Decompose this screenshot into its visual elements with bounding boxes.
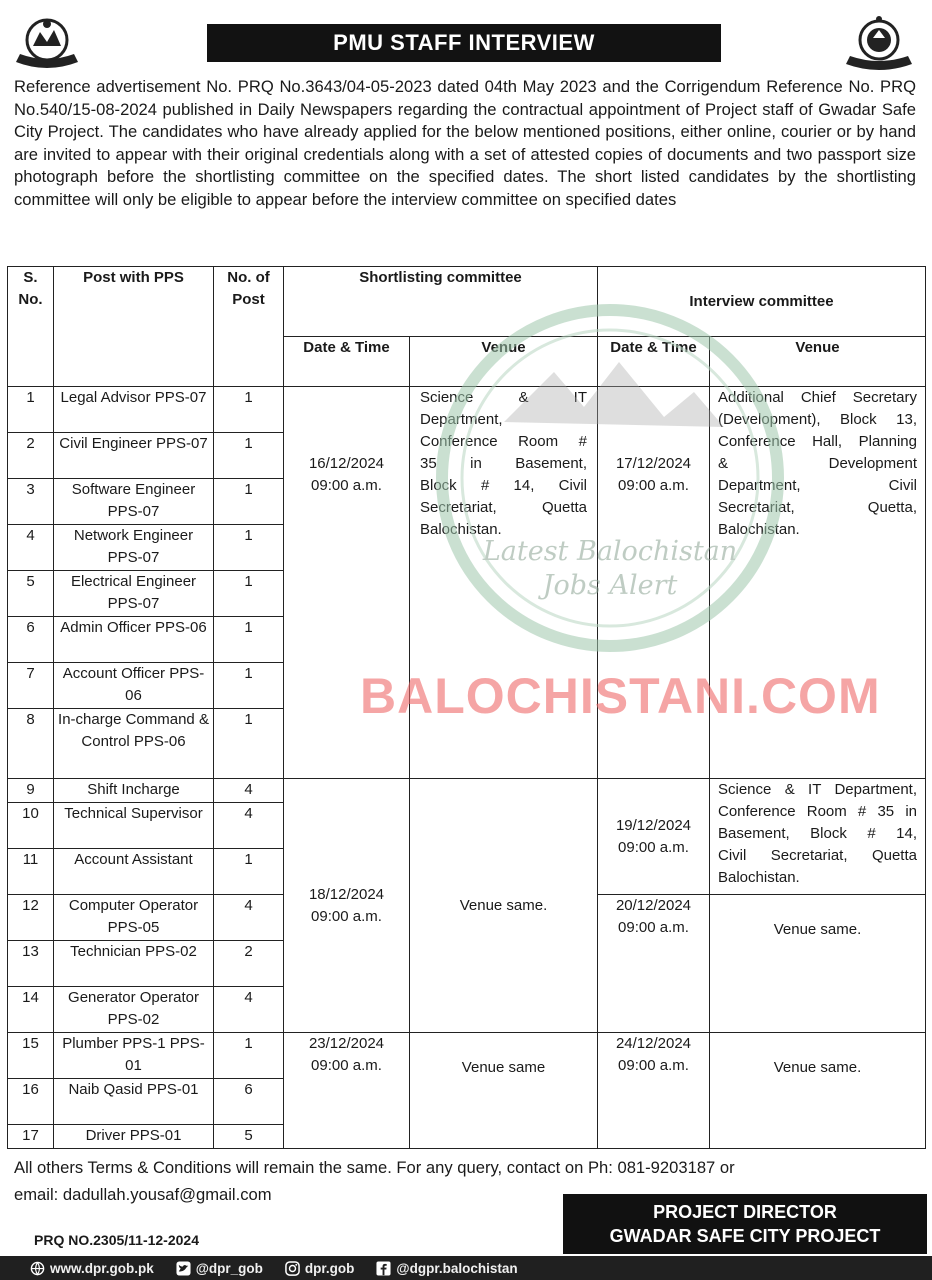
row-sno: 4 [8, 525, 54, 571]
row-post: Account Assistant [54, 849, 214, 895]
header-interview: Interview committee [598, 267, 926, 337]
row-post: Technical Supervisor [54, 803, 214, 849]
g2-sl-date: 18/12/2024 [308, 885, 385, 903]
row-num: 5 [214, 1125, 284, 1149]
row-sno: 5 [8, 571, 54, 617]
venue-line: Conference Room # 35 in [718, 803, 917, 820]
facebook-icon [376, 1261, 391, 1276]
row-num: 4 [214, 895, 284, 941]
footer-bar [0, 1256, 932, 1280]
row-post: In-charge Command & Control PPS-06 [54, 709, 214, 779]
row-sno: 16 [8, 1079, 54, 1125]
watermark-site: BALOCHISTANI.COM [360, 668, 881, 724]
g1-sl-date: 16/12/2024 [308, 455, 385, 472]
footer-twitter[interactable] [176, 1261, 263, 1276]
row-sno: 3 [8, 479, 54, 525]
venue-line: Additional Chief Secretary [718, 389, 917, 406]
header-sl-venue: Venue [410, 337, 598, 387]
globe-icon [30, 1261, 45, 1276]
row-post: Generator Operator PPS-02 [54, 987, 214, 1033]
g1-sl-venue [410, 387, 598, 779]
header-shortlisting: Shortlisting committee [284, 267, 598, 337]
row-sno: 1 [8, 387, 54, 433]
row-num: 1 [214, 479, 284, 525]
g3-sl-venue: Venue same [410, 1033, 598, 1149]
g3-sl-datetime [284, 1033, 410, 1149]
row-post: Plumber PPS-1 PPS-01 [54, 1033, 214, 1079]
venue-line: Basement, Block # 14, [718, 825, 917, 842]
project-director-block [563, 1194, 927, 1254]
row-post: Technician PPS-02 [54, 941, 214, 987]
venue-line: Science & IT Department, [718, 781, 917, 798]
venue-line: & Development [718, 455, 917, 472]
row-num: 1 [214, 709, 284, 779]
row-num: 2 [214, 941, 284, 987]
g2-iv-b-venue: Venue same. [710, 895, 926, 1033]
row-sno: 14 [8, 987, 54, 1033]
row-post: Admin Officer PPS-06 [54, 617, 214, 663]
g1-iv-datetime [598, 387, 710, 779]
terms-line1: All others Terms & Conditions will remain the same. For any query, contact on Ph: 081-9203187 or [14, 1158, 735, 1177]
g1-iv-date: 17/12/2024 [615, 455, 692, 472]
g1-iv-time: 09:00 a.m. [618, 477, 689, 494]
g1-iv-venue [710, 387, 926, 779]
row-post: Civil Engineer PPS-07 [54, 433, 214, 479]
row-post: Naib Qasid PPS-01 [54, 1079, 214, 1125]
g3-sl-time: 09:00 a.m. [311, 1057, 382, 1074]
row-num: 4 [214, 803, 284, 849]
row-num: 1 [214, 849, 284, 895]
footer-instagram-label: dpr.gob [304, 1260, 355, 1276]
row-sno: 6 [8, 617, 54, 663]
venue-line: Block # 14, Civil [420, 477, 587, 494]
watermark-line1: Latest Balochistan [482, 536, 738, 567]
g2-iv-b-datetime [598, 895, 710, 1033]
row-num: 6 [214, 1079, 284, 1125]
g3-iv-date: 24/12/2024 [615, 1035, 692, 1052]
g2-iv-a-date: 19/12/2024 [615, 816, 692, 834]
row-sno: 8 [8, 709, 54, 779]
venue-line: Department, [420, 411, 503, 428]
prq-number: PRQ NO.2305/11-12-2024 [34, 1232, 199, 1248]
row-num: 1 [214, 617, 284, 663]
row-sno: 2 [8, 433, 54, 479]
header-num: No. of Post [214, 267, 284, 387]
venue-line: Balochistan. [718, 869, 800, 886]
director-project: GWADAR SAFE CITY PROJECT [609, 1226, 881, 1246]
footer-facebook-label: @dgpr.balochistan [396, 1260, 518, 1276]
footer-website[interactable] [30, 1261, 154, 1276]
table-row [8, 779, 926, 803]
row-post: Shift Incharge [54, 779, 214, 803]
row-sno: 17 [8, 1125, 54, 1149]
row-num: 4 [214, 987, 284, 1033]
interview-schedule-table [7, 266, 926, 1149]
director-title: PROJECT DIRECTOR [653, 1202, 837, 1222]
g2-iv-b-date: 20/12/2024 [615, 897, 692, 914]
row-num: 4 [214, 779, 284, 803]
watermark-line2: Jobs Alert [542, 570, 678, 601]
venue-line: 35 in Basement, [420, 455, 587, 472]
row-post: Electrical Engineer PPS-07 [54, 571, 214, 617]
row-sno: 15 [8, 1033, 54, 1079]
header-sl-date-time: Date & Time [284, 337, 410, 387]
page-title: PMU STAFF INTERVIEW [207, 24, 721, 62]
venue-line: Secretariat, Quetta [420, 499, 587, 516]
g2-iv-a-time: 09:00 a.m. [618, 838, 689, 856]
g2-sl-datetime [284, 779, 410, 1033]
row-sno: 9 [8, 779, 54, 803]
row-post: Network Engineer PPS-07 [54, 525, 214, 571]
row-num: 1 [214, 525, 284, 571]
header-iv-venue: Venue [710, 337, 926, 387]
g3-iv-venue: Venue same. [710, 1033, 926, 1149]
government-emblem-right [840, 12, 918, 72]
row-num: 1 [214, 571, 284, 617]
row-post: Driver PPS-01 [54, 1125, 214, 1149]
venue-line: Balochistan. [420, 521, 502, 538]
header-post: Post with PPS [54, 267, 214, 387]
g3-iv-datetime [598, 1033, 710, 1149]
venue-line: Civil Secretariat, Quetta [718, 847, 917, 864]
venue-line: Science & IT [420, 389, 587, 406]
row-num: 1 [214, 1033, 284, 1079]
g2-sl-venue: Venue same. [410, 779, 598, 1033]
row-sno: 11 [8, 849, 54, 895]
balochistan-emblem-left [8, 12, 86, 72]
g2-iv-b-time: 09:00 a.m. [618, 919, 689, 936]
row-num: 1 [214, 433, 284, 479]
row-num: 1 [214, 663, 284, 709]
twitter-icon [176, 1261, 191, 1276]
g3-iv-time: 09:00 a.m. [618, 1057, 689, 1074]
row-sno: 10 [8, 803, 54, 849]
venue-line: Department, Civil [718, 477, 917, 494]
g2-sl-time: 09:00 a.m. [311, 907, 382, 925]
footer-instagram[interactable] [285, 1261, 355, 1276]
contact-email[interactable]: email: dadullah.yousaf@gmail.com [14, 1185, 272, 1204]
row-sno: 12 [8, 895, 54, 941]
row-num: 1 [214, 387, 284, 433]
venue-line: Secretariat, Quetta, [718, 499, 917, 516]
venue-line: Balochistan. [718, 521, 800, 538]
venue-line: Conference Hall, Planning [718, 433, 917, 450]
footer-facebook[interactable] [376, 1261, 517, 1276]
g1-sl-time: 09:00 a.m. [311, 477, 382, 494]
venue-line: Conference Room # [420, 433, 587, 450]
row-post: Account Officer PPS-06 [54, 663, 214, 709]
footer-website-label: www.dpr.gob.pk [50, 1260, 154, 1276]
g1-sl-datetime [284, 387, 410, 779]
intro-paragraph: Reference advertisement No. PRQ No.3643/04-05-2023 dated 04th May 2023 and the Corrigendum Reference No. PRQ No.540/15-08-2024 published in Daily Newspapers regarding the contractual appointment of Project staff of Gwadar Safe City Project. The candidates who have already applied for the below mentioned positions, either online, courier or by hand are invited to appear with their original credentials along with a set of attested copies of documents and two passport size photograph before the shortlisting committee on the specified dates. The short listed candidates by the shortlisting committee will only be eligible to appear before the interview committee on specified dates [14, 77, 916, 209]
header-sno: S. No. [8, 267, 54, 387]
row-post: Software Engineer PPS-07 [54, 479, 214, 525]
g2-iv-a-datetime [598, 779, 710, 895]
table-row [8, 387, 926, 433]
g2-iv-a-venue [710, 779, 926, 895]
header-iv-date-time: Date & Time [598, 337, 710, 387]
instagram-icon [285, 1261, 300, 1276]
row-sno: 7 [8, 663, 54, 709]
footer-twitter-label: @dpr_gob [195, 1260, 263, 1276]
row-sno: 13 [8, 941, 54, 987]
row-post: Computer Operator PPS-05 [54, 895, 214, 941]
table-row [8, 1033, 926, 1079]
venue-line: (Development), Block 13, [718, 411, 917, 428]
row-post: Legal Advisor PPS-07 [54, 387, 214, 433]
g3-sl-date: 23/12/2024 [308, 1035, 385, 1052]
